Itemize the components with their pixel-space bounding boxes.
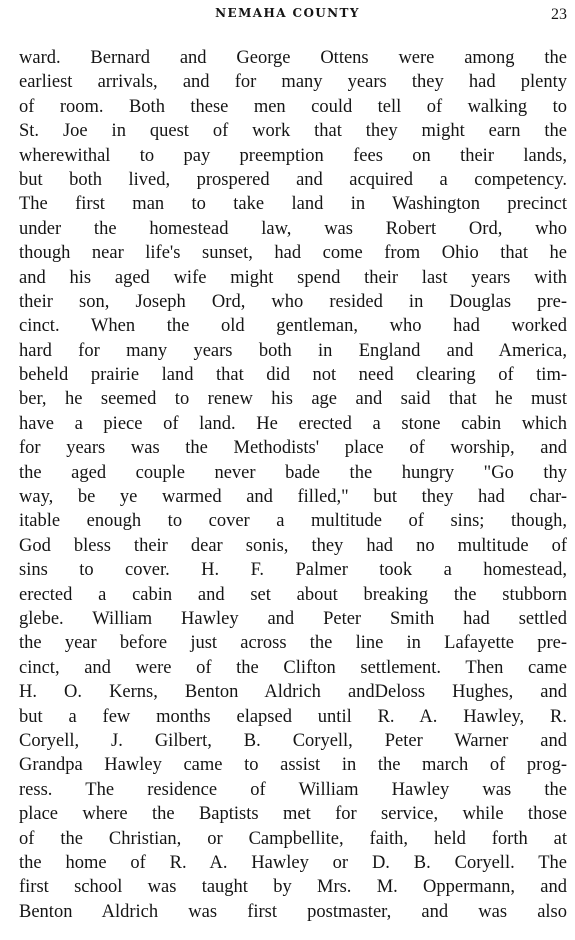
text-line: glebe. William Hawley and Peter Smith had settled — [19, 608, 567, 629]
text-line: of room. Both these men could tell of walking to — [19, 96, 567, 117]
text-line: The first man to take land in Washington precinct — [19, 194, 567, 215]
text-line: ber, he seemed to renew his age and said that he must — [19, 389, 567, 410]
text-line: have a piece of land. He erected a stone cabin which — [19, 413, 567, 434]
text-line: H. O. Kerns, Benton Aldrich andDeloss Hughes, and — [19, 682, 567, 703]
text-line: Grandpa Hawley came to assist in the march of prog- — [19, 755, 567, 776]
page-number: 23 — [551, 6, 567, 23]
page-header — [0, 4, 575, 26]
text-line: erected a cabin and set about breaking the stubborn — [19, 584, 567, 605]
text-line: ward. Bernard and George Ottens were among the — [19, 48, 567, 68]
text-line: cinct, and were of the Clifton settlement. Then came — [19, 657, 567, 678]
text-line: the year before just across the line in Lafayette pre- — [19, 633, 567, 654]
text-line: of the Christian, or Campbellite, faith, held forth at — [19, 828, 567, 849]
text-line: though near life's sunset, had come from Ohio that he — [19, 243, 567, 264]
text-line: earliest arrivals, and for many years they had plenty — [19, 72, 567, 93]
text-line: their son, Joseph Ord, who resided in Douglas pre- — [19, 291, 567, 312]
text-line: hard for many years both in England and America, — [19, 340, 567, 361]
text-line: God bless their dear sonis, they had no multitude of — [19, 535, 567, 556]
text-line: St. Joe in quest of work that they might earn the — [19, 121, 567, 142]
text-line: Benton Aldrich was first postmaster, and was also — [19, 901, 567, 922]
text-line: sins to cover. H. F. Palmer took a homestead, — [19, 560, 567, 581]
text-line: itable enough to cover a multitude of sins; though, — [19, 511, 567, 532]
text-line: under the homestead law, was Robert Ord, who — [19, 218, 567, 239]
text-line: first school was taught by Mrs. M. Oppermann, and — [19, 877, 567, 898]
text-line: beheld prairie land that did not need clearing of tim- — [19, 365, 567, 386]
text-line: the aged couple never bade the hungry "Go thy — [19, 462, 567, 483]
text-line: the home of R. A. Hawley or D. B. Coryell. The — [19, 852, 567, 873]
text-line: and his aged wife might spend their last years with — [19, 267, 567, 288]
running-title: NEMAHA COUNTY — [215, 6, 360, 20]
text-line: place where the Baptists met for service, while those — [19, 804, 567, 825]
text-line: Coryell, J. Gilbert, B. Coryell, Peter Warner and — [19, 730, 567, 751]
text-line: for years was the Methodists' place of worship, and — [19, 438, 567, 459]
text-line: cinct. When the old gentleman, who had worked — [19, 316, 567, 337]
text-line: ress. The residence of William Hawley was the — [19, 779, 567, 800]
text-line: way, be ye warmed and filled," but they had char- — [19, 487, 567, 508]
text-line: wherewithal to pay preemption fees on their lands, — [19, 145, 567, 166]
text-line: but both lived, prospered and acquired a competency. — [19, 169, 567, 190]
text-line: but a few months elapsed until R. A. Hawley, R. — [19, 706, 567, 727]
body-text — [19, 46, 567, 924]
